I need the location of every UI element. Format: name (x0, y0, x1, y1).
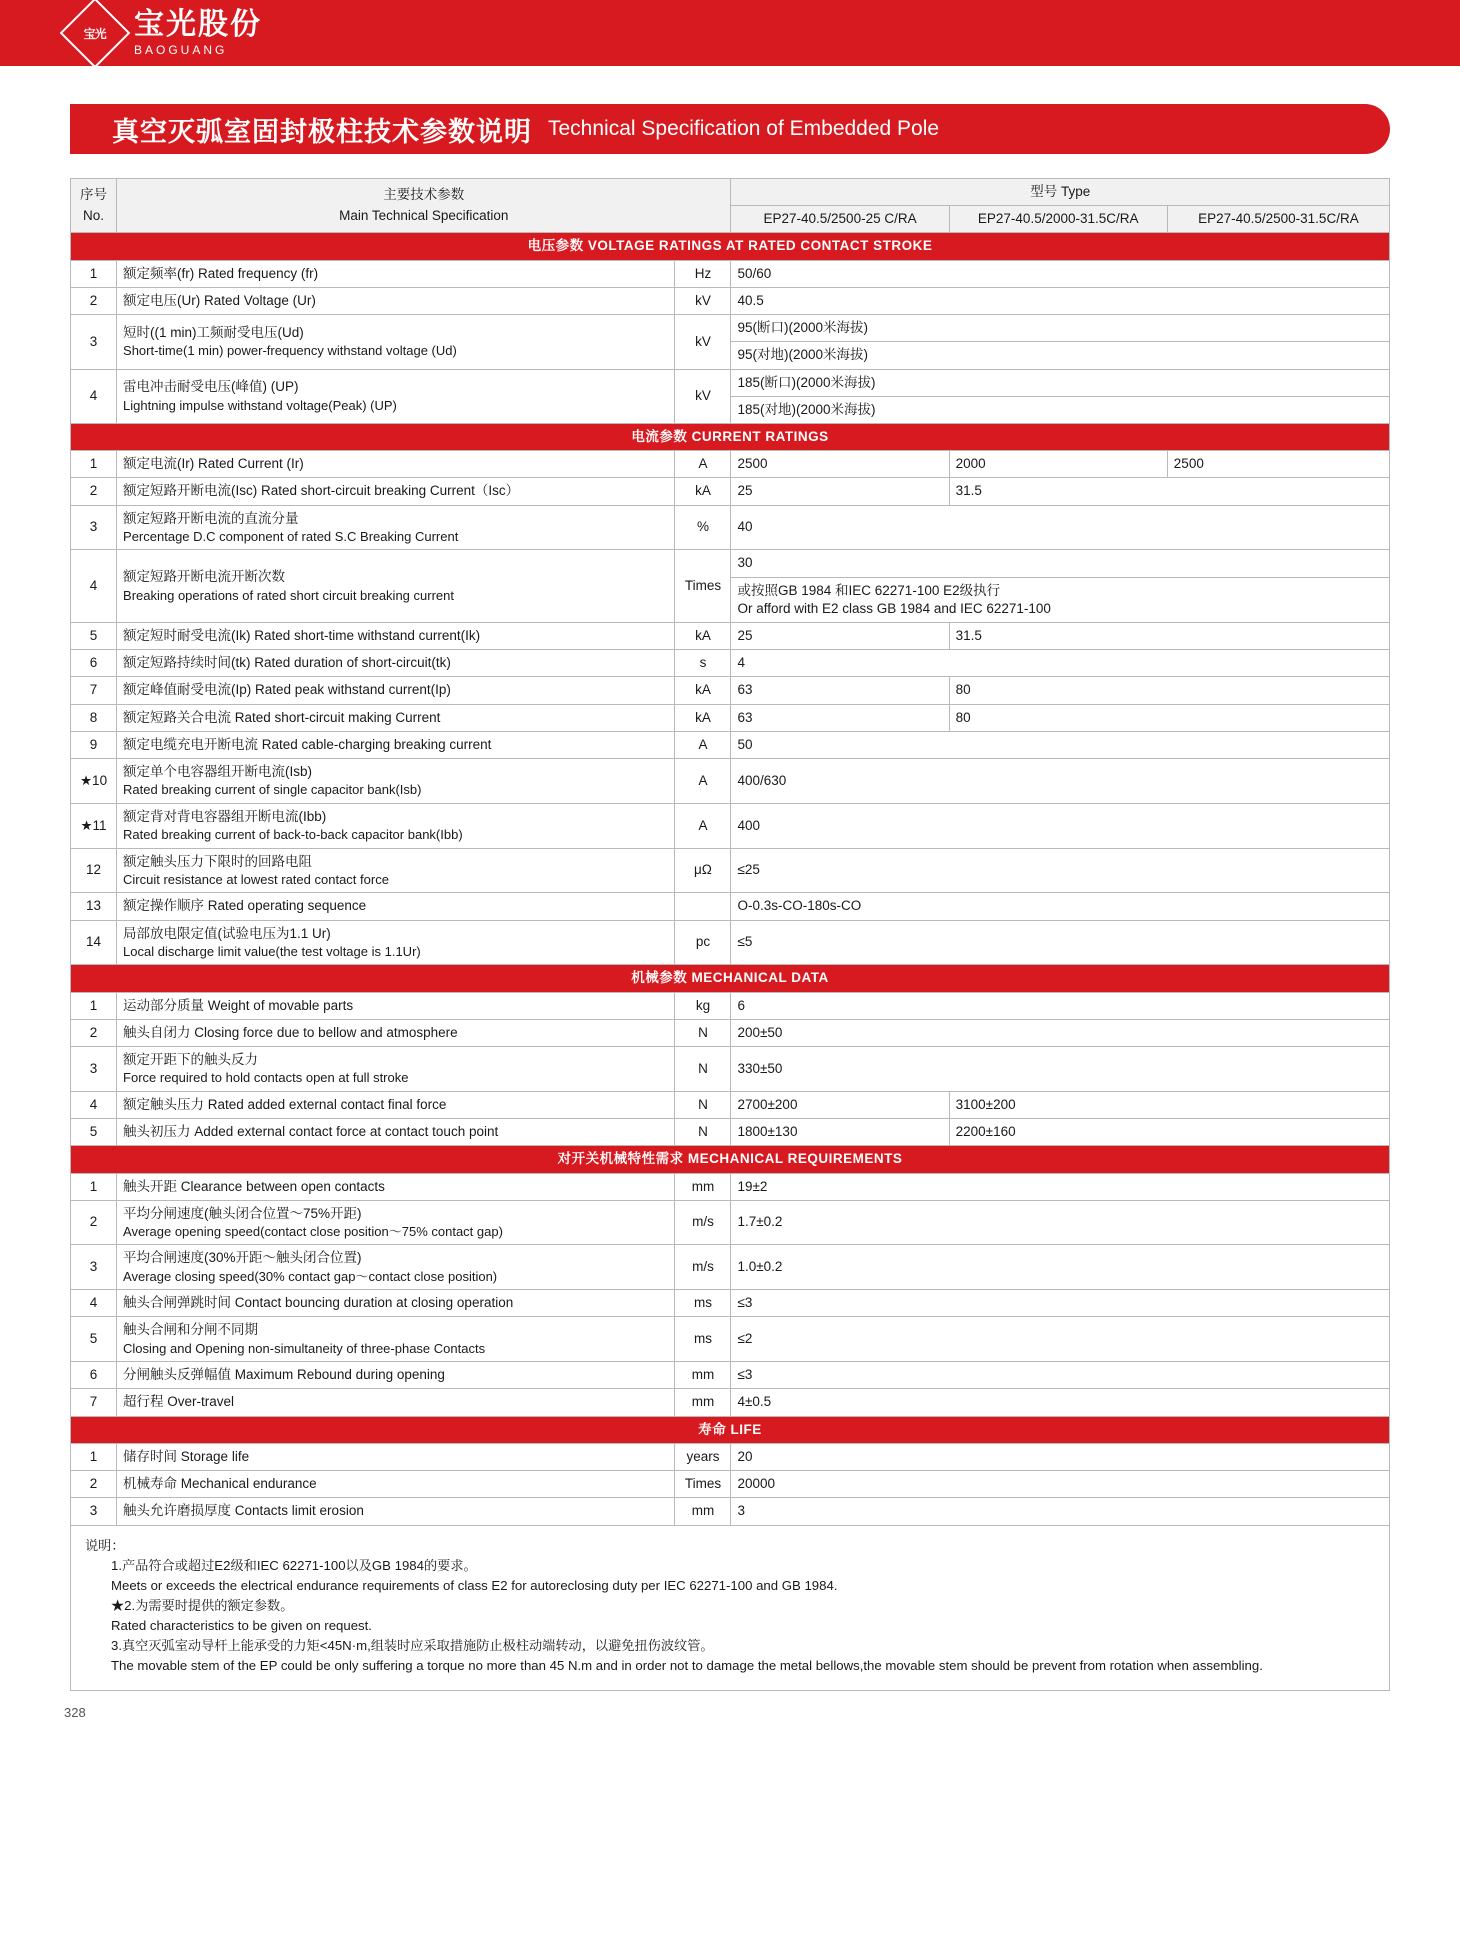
row-no: 13 (71, 893, 117, 920)
row-value: ≤3 (731, 1290, 1390, 1317)
row-no: 2 (71, 1471, 117, 1498)
section-header: 电流参数 CURRENT RATINGS (71, 423, 1390, 450)
row-no: 2 (71, 1200, 117, 1245)
row-unit: A (675, 451, 731, 478)
table-row (71, 803, 1390, 848)
row-value: ≤2 (731, 1317, 1390, 1362)
row-value-3: 2500 (1167, 451, 1389, 478)
row-no: 4 (71, 369, 117, 423)
row-unit: % (675, 505, 731, 550)
row-label: 额定电缆充电开断电流 Rated cable-charging breaking current (117, 731, 675, 758)
row-no: 5 (71, 1119, 117, 1146)
row-value-23: 2200±160 (949, 1119, 1389, 1146)
row-no: 3 (71, 1498, 117, 1525)
row-unit: μΩ (675, 848, 731, 893)
row-value: 50 (731, 731, 1390, 758)
type-col-3: EP27-40.5/2500-31.5C/RA (1167, 206, 1389, 233)
row-value-1: 1800±130 (731, 1119, 949, 1146)
row-value-2: 2000 (949, 451, 1167, 478)
row-label: 额定操作顺序 Rated operating sequence (117, 893, 675, 920)
row-value: O-0.3s-CO-180s-CO (731, 893, 1390, 920)
row-value: 185(对地)(2000米海拔) (731, 396, 1390, 423)
row-no: 1 (71, 260, 117, 287)
row-no: 5 (71, 1317, 117, 1362)
header-bar (0, 0, 1460, 66)
row-value: 95(对地)(2000米海拔) (731, 342, 1390, 369)
row-no: 3 (71, 1245, 117, 1290)
row-value-23: 31.5 (949, 623, 1389, 650)
row-label: 额定峰值耐受电流(Ip) Rated peak withstand current(Ip) (117, 677, 675, 704)
row-no: 1 (71, 1443, 117, 1470)
row-no: 7 (71, 677, 117, 704)
row-label: 额定单个电容器组开断电流(Isb) Rated breaking current of single capacitor bank(Isb) (117, 759, 675, 804)
table-row (71, 1245, 1390, 1290)
note-line: ★2.为需要时提供的额定参数。 (111, 1597, 294, 1613)
table-row (71, 260, 1390, 287)
row-unit: s (675, 650, 731, 677)
notes-heading: 说明： (85, 1537, 125, 1553)
row-label: 额定触头压力下限时的回路电阻 Circuit resistance at lowest rated contact force (117, 848, 675, 893)
specification-table (70, 178, 1390, 1526)
table-body (71, 179, 1390, 1526)
row-value-23: 80 (949, 704, 1389, 731)
table-row (71, 1443, 1390, 1470)
row-unit: A (675, 759, 731, 804)
table-row (71, 1091, 1390, 1118)
row-label: 平均合闸速度(30%开距～触头闭合位置) Average closing speed(30% contact gap～contact close position) (117, 1245, 675, 1290)
row-value: 4 (731, 650, 1390, 677)
section-header: 电压参数 VOLTAGE RATINGS AT RATED CONTACT STROKE (71, 233, 1390, 260)
row-value-1: 63 (731, 677, 949, 704)
row-no: ★10 (71, 759, 117, 804)
table-row (71, 848, 1390, 893)
row-value: 400/630 (731, 759, 1390, 804)
row-unit: Times (675, 1471, 731, 1498)
row-no: 1 (71, 451, 117, 478)
row-value: 3 (731, 1498, 1390, 1525)
row-no: ★11 (71, 803, 117, 848)
note-line: The movable stem of the EP could be only suffering a torque no more than 45 N.m and in order not to damage the metal bellows,the movable stem should be prevent from rotation when assembling. (111, 1657, 1263, 1673)
row-label: 额定开距下的触头反力 Force required to hold contacts open at full stroke (117, 1047, 675, 1092)
table-row (71, 1317, 1390, 1362)
row-label: 额定短路持续时间(tk) Rated duration of short-circuit(tk) (117, 650, 675, 677)
row-label: 运动部分质量 Weight of movable parts (117, 992, 675, 1019)
row-label: 额定触头压力 Rated added external contact final force (117, 1091, 675, 1118)
page-title (70, 104, 1390, 154)
row-label: 局部放电限定值(试验电压为1.1 Ur) Local discharge limit value(the test voltage is 1.1Ur) (117, 920, 675, 965)
row-label: 额定短路开断电流的直流分量 Percentage D.C component of rated S.C Breaking Current (117, 505, 675, 550)
row-value: 1.7±0.2 (731, 1200, 1390, 1245)
table-header-row (71, 179, 1390, 206)
row-no: 9 (71, 731, 117, 758)
row-no: 6 (71, 650, 117, 677)
table-row (71, 920, 1390, 965)
row-no: 3 (71, 315, 117, 369)
brand-name-en: BAOGUANG (134, 42, 228, 57)
row-unit: mm (675, 1362, 731, 1389)
row-label: 额定电压(Ur) Rated Voltage (Ur) (117, 287, 675, 314)
table-row (71, 992, 1390, 1019)
row-value: 19±2 (731, 1173, 1390, 1200)
row-label: 储存时间 Storage life (117, 1443, 675, 1470)
row-label: 额定短路关合电流 Rated short-circuit making Current (117, 704, 675, 731)
table-row (71, 1047, 1390, 1092)
row-value: 185(断口)(2000米海拔) (731, 369, 1390, 396)
table-row (71, 505, 1390, 550)
row-label: 平均分闸速度(触头闭合位置～75%开距) Average opening speed(contact close position～75% contact gap) (117, 1200, 675, 1245)
logo-mark-text: 宝光 (83, 26, 107, 41)
row-unit: mm (675, 1498, 731, 1525)
type-col-1: EP27-40.5/2500-25 C/RA (731, 206, 949, 233)
table-row (71, 650, 1390, 677)
type-col-2: EP27-40.5/2000-31.5C/RA (949, 206, 1167, 233)
table-row (71, 704, 1390, 731)
row-value: 4±0.5 (731, 1389, 1390, 1416)
table-row (71, 1389, 1390, 1416)
row-value-1: 25 (731, 623, 949, 650)
page-number: 328 (64, 1704, 86, 1720)
row-value-23: 31.5 (949, 478, 1389, 505)
row-label: 触头自闭力 Closing force due to bellow and atmosphere (117, 1019, 675, 1046)
row-unit: Hz (675, 260, 731, 287)
row-value-1: 63 (731, 704, 949, 731)
page-title-en: Technical Specification of Embedded Pole (548, 117, 940, 140)
row-label: 超行程 Over-travel (117, 1389, 675, 1416)
table-row (71, 550, 1390, 577)
row-unit: kV (675, 315, 731, 369)
row-label: 触头合闸和分闸不同期 Closing and Opening non-simultaneity of three-phase Contacts (117, 1317, 675, 1362)
brand-name-cn: 宝光股份 (134, 7, 262, 41)
row-value: 330±50 (731, 1047, 1390, 1092)
row-unit: m/s (675, 1245, 731, 1290)
row-value-1: 25 (731, 478, 949, 505)
row-unit: kA (675, 677, 731, 704)
row-value: 95(断口)(2000米海拔) (731, 315, 1390, 342)
row-no: 2 (71, 1019, 117, 1046)
row-no: 3 (71, 505, 117, 550)
header-no: 序号 No. (71, 179, 117, 233)
row-label: 额定短路开断电流开断次数 Breaking operations of rated short circuit breaking current (117, 550, 675, 623)
row-label: 额定背对背电容器组开断电流(Ibb) Rated breaking current of back-to-back capacitor bank(Ibb) (117, 803, 675, 848)
table-row (71, 315, 1390, 342)
row-no: 8 (71, 704, 117, 731)
row-value: 40.5 (731, 287, 1390, 314)
row-label: 短时((1 min)工频耐受电压(Ud) Short-time(1 min) power-frequency withstand voltage (Ud) (117, 315, 675, 369)
row-unit (675, 893, 731, 920)
diamond-logo-icon (60, 0, 131, 68)
row-no: 2 (71, 478, 117, 505)
section-header: 对开关机械特性需求 MECHANICAL REQUIREMENTS (71, 1146, 1390, 1173)
row-unit: Times (675, 550, 731, 623)
row-value: 20 (731, 1443, 1390, 1470)
row-unit: N (675, 1091, 731, 1118)
row-unit: A (675, 731, 731, 758)
row-value-23: 80 (949, 677, 1389, 704)
row-label: 额定频率(fr) Rated frequency (fr) (117, 260, 675, 287)
table-row (71, 623, 1390, 650)
row-value-1: 2500 (731, 451, 949, 478)
table-row (71, 1471, 1390, 1498)
row-unit: mm (675, 1173, 731, 1200)
row-label: 雷电冲击耐受电压(峰值) (UP) Lightning impulse withstand voltage(Peak) (UP) (117, 369, 675, 423)
note-line: Rated characteristics to be given on request. (111, 1617, 372, 1633)
table-row (71, 1019, 1390, 1046)
row-value: 400 (731, 803, 1390, 848)
row-unit: N (675, 1119, 731, 1146)
row-label: 分闸触头反弹幅值 Maximum Rebound during opening (117, 1362, 675, 1389)
row-value-1: 2700±200 (731, 1091, 949, 1118)
row-label: 触头合闸弹跳时间 Contact bouncing duration at closing operation (117, 1290, 675, 1317)
row-no: 14 (71, 920, 117, 965)
row-no: 1 (71, 1173, 117, 1200)
header-type: 型号 Type (731, 179, 1390, 206)
table-row (71, 1200, 1390, 1245)
row-unit: pc (675, 920, 731, 965)
table-row (71, 451, 1390, 478)
row-unit: ms (675, 1317, 731, 1362)
row-no: 12 (71, 848, 117, 893)
table-row (71, 1173, 1390, 1200)
notes-block (70, 1526, 1390, 1691)
row-label: 触头初压力 Added external contact force at contact touch point (117, 1119, 675, 1146)
table-row (71, 1119, 1390, 1146)
row-value: 30 (731, 550, 1390, 577)
row-value-23: 3100±200 (949, 1091, 1389, 1118)
row-label: 额定电流(Ir) Rated Current (Ir) (117, 451, 675, 478)
table-row (71, 369, 1390, 396)
brand-text (134, 7, 262, 57)
table-row (71, 478, 1390, 505)
row-label: 额定短时耐受电流(Ik) Rated short-time withstand current(Ik) (117, 623, 675, 650)
row-no: 6 (71, 1362, 117, 1389)
row-label: 触头允许磨损厚度 Contacts limit erosion (117, 1498, 675, 1525)
row-value: 40 (731, 505, 1390, 550)
row-value: 或按照GB 1984 和IEC 62271-100 E2级执行 Or afford with E2 class GB 1984 and IEC 62271-100 (731, 577, 1390, 622)
row-value: 20000 (731, 1471, 1390, 1498)
row-value: 200±50 (731, 1019, 1390, 1046)
row-unit: N (675, 1047, 731, 1092)
row-value: 6 (731, 992, 1390, 1019)
row-no: 1 (71, 992, 117, 1019)
row-unit: kV (675, 369, 731, 423)
note-line: 3.真空灭弧室动导杆上能承受的力矩<45N·m,组装时应采取措施防止极柱动端转动，以避免扭伤波纹管。 (111, 1637, 714, 1653)
row-no: 3 (71, 1047, 117, 1092)
row-no: 4 (71, 1290, 117, 1317)
note-line: Meets or exceeds the electrical endurance requirements of class E2 for autoreclosing duty per IEC 62271-100 and GB 1984. (111, 1577, 838, 1593)
row-label: 机械寿命 Mechanical endurance (117, 1471, 675, 1498)
section-header: 机械参数 MECHANICAL DATA (71, 965, 1390, 992)
row-unit: A (675, 803, 731, 848)
row-no: 5 (71, 623, 117, 650)
row-label: 额定短路开断电流(Isc) Rated short-circuit breaking Current（Isc） (117, 478, 675, 505)
brand-logo (0, 8, 262, 58)
header-spec: 主要技术参数 Main Technical Specification (117, 179, 731, 233)
row-value: ≤25 (731, 848, 1390, 893)
row-unit: kA (675, 478, 731, 505)
row-value: 50/60 (731, 260, 1390, 287)
page-title-cn: 真空灭弧室固封极柱技术参数说明 (112, 116, 532, 147)
table-row (71, 677, 1390, 704)
row-no: 7 (71, 1389, 117, 1416)
table-row (71, 287, 1390, 314)
row-unit: years (675, 1443, 731, 1470)
row-value: ≤3 (731, 1362, 1390, 1389)
row-value: ≤5 (731, 920, 1390, 965)
row-unit: N (675, 1019, 731, 1046)
table-row (71, 1290, 1390, 1317)
row-no: 2 (71, 287, 117, 314)
note-line: 1.产品符合或超过E2级和IEC 62271-100以及GB 1984的要求。 (111, 1557, 477, 1573)
table-row (71, 1362, 1390, 1389)
row-value: 1.0±0.2 (731, 1245, 1390, 1290)
table-row (71, 731, 1390, 758)
row-unit: mm (675, 1389, 731, 1416)
row-label: 触头开距 Clearance between open contacts (117, 1173, 675, 1200)
table-row (71, 1498, 1390, 1525)
row-unit: ms (675, 1290, 731, 1317)
row-unit: kA (675, 623, 731, 650)
row-no: 4 (71, 1091, 117, 1118)
row-no: 4 (71, 550, 117, 623)
row-unit: m/s (675, 1200, 731, 1245)
table-row (71, 893, 1390, 920)
row-unit: kg (675, 992, 731, 1019)
section-header: 寿命 LIFE (71, 1416, 1390, 1443)
table-row (71, 759, 1390, 804)
row-unit: kA (675, 704, 731, 731)
row-unit: kV (675, 287, 731, 314)
